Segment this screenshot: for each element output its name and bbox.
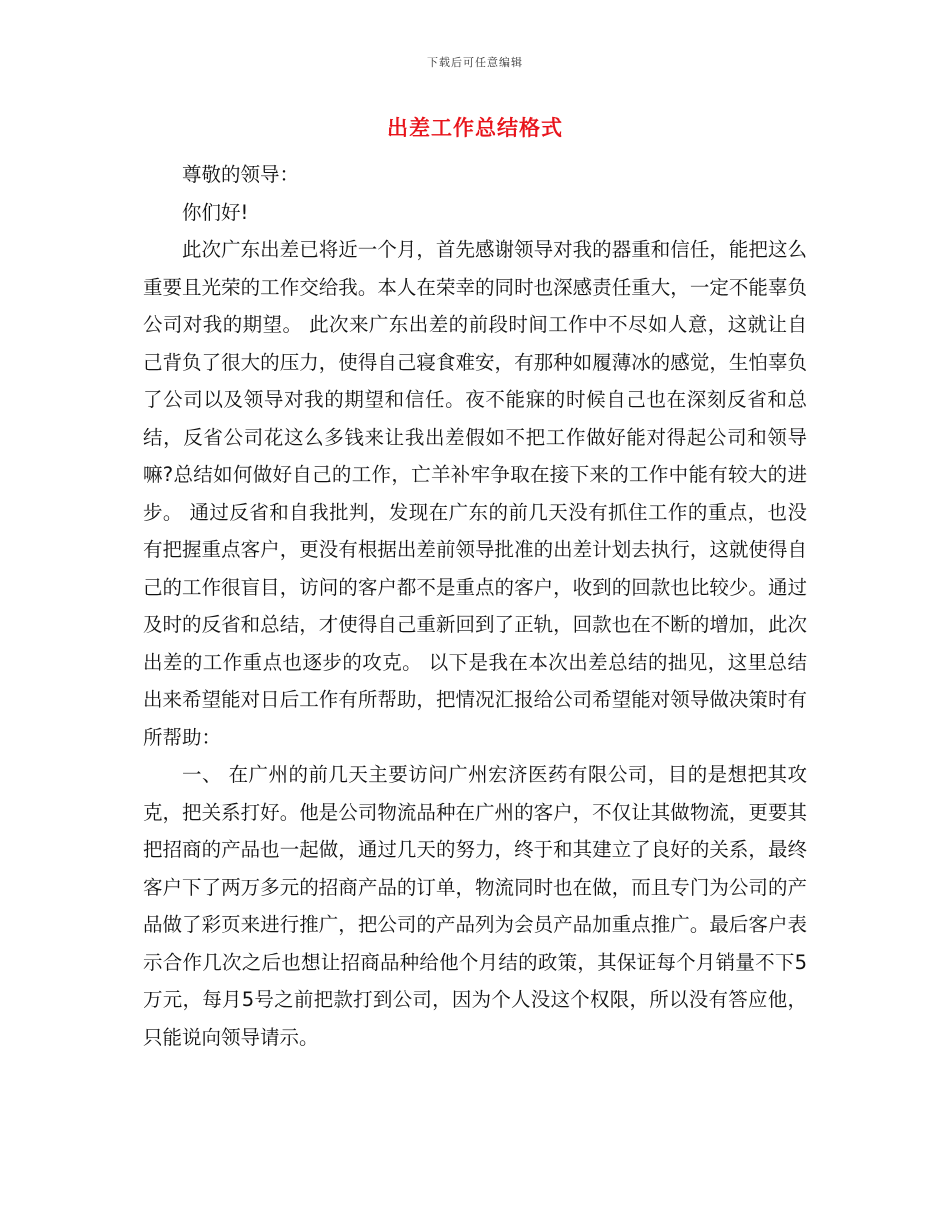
paragraph-intro: 此次广东出差已将近一个月，首先感谢领导对我的器重和信任，能把这么重要且光荣的工作交给我。本人在荣幸的同时也深感责任重大，一定不能辜负公司对我的期望。 此次来广东出差的前段时间工作中不尽如人意，这就让自己背负了很大的压力，使得自己寝食难安，有那种如履薄冰的感觉，生怕辜负了公司以及领导对我的期望和信任。夜不能寐的时候自己也在深刻反省和总结，反省公司花这么多钱来让我出差假如不把工作做好能对得起公司和领导嘛?总结如何做好自己的工作，亡羊补牢争取在接下来的工作中能有较大的进步。 通过反省和自我批判，发现在广东的前几天没有抓住工作的重点，也没有把握重点客户，更没有根据出差前领导批准的出差计划去执行，这就使得自己的工作很盲目，访问的客户都不是重点的客户，收到的回款也比较少。通过及时的反省和总结，才使得自己重新回到了正轨，回款也在不断的增加，此次出差的工作重点也逐步的攻克。 以下是我在本次出差总结的拙见，这里总结出来希望能对日后工作有所帮助，把情况汇报给公司希望能对领导做决策时有所帮助：: [143, 238, 807, 749]
document-body: [143, 156, 807, 1056]
paragraph-item-1: 一、 在广州的前几天主要访问广州宏济医药有限公司，目的是想把其攻克，把关系打好。他是公司物流品种在广州的客户，不仅让其做物流，更要其把招商的产品也一起做，通过几天的努力，终于和其建立了良好的关系，最终客户下了两万多元的招商产品的订单，物流同时也在做，而且专门为公司的产品做了彩页来进行推广，把公司的产品列为会员产品加重点推广。最后客户表示合作几次之后也想让招商品种给他个月结的政策，其保证每个月销量不下5万元，每月5号之前把款打到公司，因为个人没这个权限，所以没有答应他，只能说向领导请示。: [143, 763, 807, 1049]
header-note: 下载后可任意编辑: [427, 56, 523, 69]
salutation: 尊敬的领导：: [182, 163, 300, 186]
greeting: 你们好!: [182, 200, 249, 224]
document-title: 出差工作总结格式: [387, 116, 563, 140]
